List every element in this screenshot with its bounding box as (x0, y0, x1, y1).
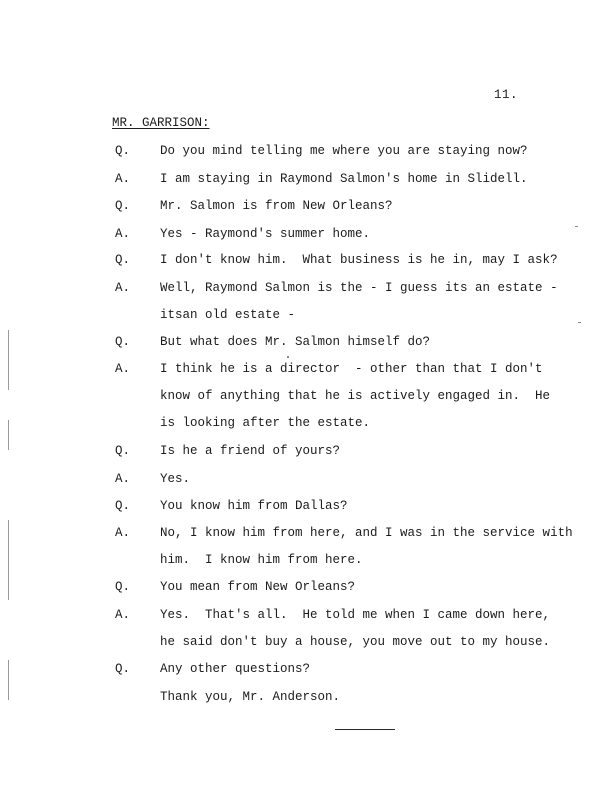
line-text: No, I know him from here, and I was in the service with (160, 526, 573, 540)
line-text: I don't know him. What business is he in, may I ask? (160, 253, 558, 267)
speaker-prefix: A. (115, 362, 131, 376)
transcript-line (0, 197, 612, 215)
speaker-prefix: A. (115, 227, 131, 241)
transcript-line (0, 387, 612, 405)
page-number: 11. (494, 88, 519, 102)
scan-artifact (287, 356, 289, 358)
speaker-prefix: Q. (115, 253, 131, 267)
line-text: You know him from Dallas? (160, 499, 348, 513)
transcript-line (0, 360, 612, 378)
transcript-line (0, 306, 612, 324)
speaker-heading: MR. GARRISON: (112, 116, 210, 130)
line-text: he said don't buy a house, you move out to my house. (160, 635, 551, 649)
speaker-prefix: Q. (115, 199, 131, 213)
line-text: Any other questions? (160, 662, 311, 676)
speaker-prefix: A. (115, 472, 131, 486)
transcript-line (0, 633, 612, 651)
scan-artifact (8, 420, 9, 450)
transcript-line (0, 578, 612, 596)
speaker-prefix: A. (115, 608, 131, 622)
transcript-line (0, 470, 612, 488)
line-text: Well, Raymond Salmon is the - I guess its an estate - (160, 281, 558, 295)
line-text: itsan old estate - (160, 308, 296, 322)
scan-artifact (8, 660, 9, 700)
speaker-prefix: Q. (115, 335, 131, 349)
line-text: Yes. That's all. He told me when I came down here, (160, 608, 551, 622)
transcript-line (0, 333, 612, 351)
speaker-prefix: Q. (115, 444, 131, 458)
transcript-line (0, 606, 612, 624)
speaker-prefix: A. (115, 526, 131, 540)
end-rule (335, 729, 395, 730)
line-text: Mr. Salmon is from New Orleans? (160, 199, 393, 213)
line-text: is looking after the estate. (160, 416, 371, 430)
transcript-line (0, 170, 612, 188)
transcript-line (0, 551, 612, 569)
transcript-line (0, 442, 612, 460)
line-text: know of anything that he is actively engaged in. He (160, 389, 551, 403)
speaker-prefix: Q. (115, 499, 131, 513)
transcript-line (0, 251, 612, 269)
transcript-line (0, 497, 612, 515)
line-text: I think he is a director - other than that I don't (160, 362, 543, 376)
transcript-line (0, 660, 612, 678)
scan-artifact (575, 226, 578, 227)
line-text: Yes. (160, 472, 191, 486)
line-text: him. I know him from here. (160, 553, 363, 567)
line-text: Do you mind telling me where you are staying now? (160, 144, 528, 158)
line-text: I am staying in Raymond Salmon's home in Slidell. (160, 172, 528, 186)
transcript-line (0, 225, 612, 243)
line-text: But what does Mr. Salmon himself do? (160, 335, 431, 349)
transcript-line (0, 142, 612, 160)
speaker-prefix: Q. (115, 662, 131, 676)
speaker-prefix: A. (115, 281, 131, 295)
transcript-line (0, 414, 612, 432)
line-text: You mean from New Orleans? (160, 580, 356, 594)
line-text: Is he a friend of yours? (160, 444, 341, 458)
transcript-line (0, 688, 612, 706)
speaker-prefix: A. (115, 172, 131, 186)
scan-artifact (8, 330, 9, 390)
scan-artifact (578, 322, 581, 323)
line-text: Yes - Raymond's summer home. (160, 227, 371, 241)
speaker-prefix: Q. (115, 580, 131, 594)
speaker-prefix: Q. (115, 144, 131, 158)
transcript-line (0, 279, 612, 297)
scan-artifact (8, 520, 9, 600)
transcript-line (0, 524, 612, 542)
line-text: Thank you, Mr. Anderson. (160, 690, 341, 704)
